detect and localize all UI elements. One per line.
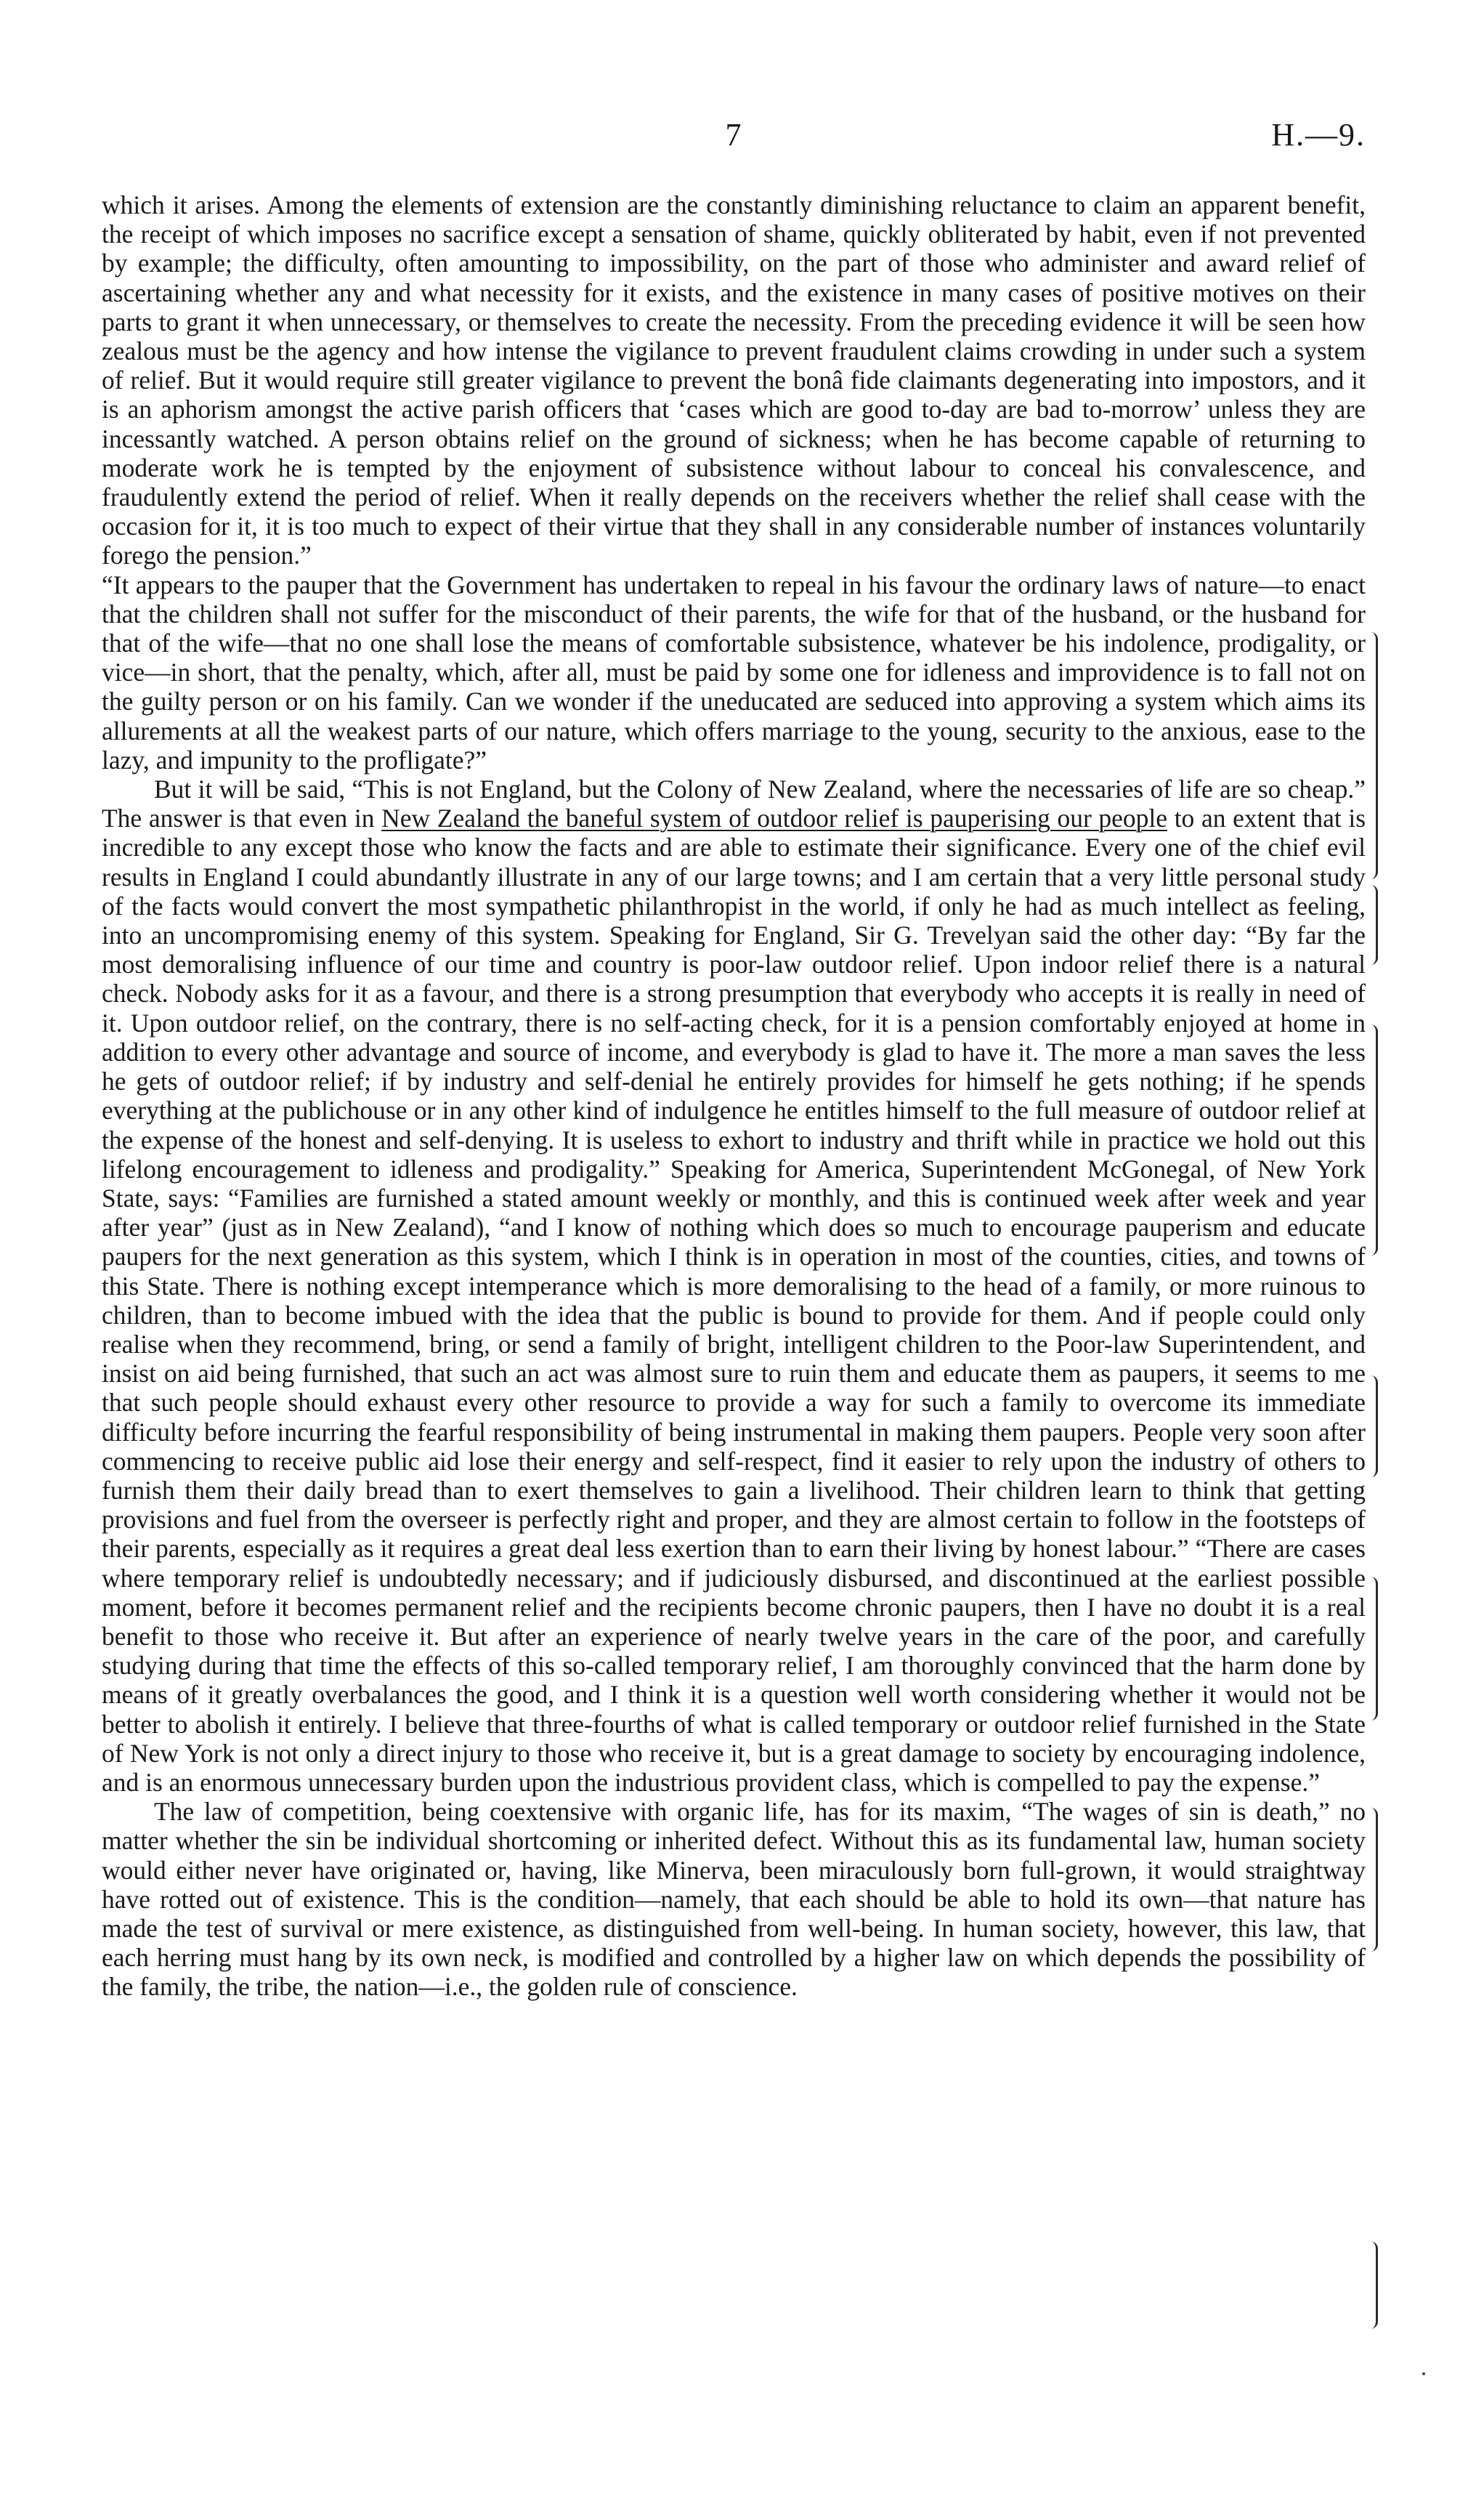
- margin-bracket-2: [1366, 885, 1378, 965]
- paragraph-3-rest: to an extent that is incredible to any except those who know the facts and are able to estimate their significance. Every one of the chief evil results in England I could abundantly illustrate in any of our large towns; and I am certain that a very little personal study of the facts would convert the most sympathetic philanthropist in the world, if only he had as much intellect as feeling, into an uncompromising enemy of this system. Speaking for England, Sir G. Trevelyan said the other day: “By far the most demoralising influence of our time and country is poor-law outdoor relief. Upon indoor relief there is a natural check. Nobody asks for it as a favour, and there is a strong presumption that everybody who accepts it is really in need of it. Upon outdoor relief, on the contrary, there is no self-acting check, for it is a pension comfortably enjoyed at home in addition to every other advantage and source of income, and everybody is glad to have it. The more a man saves the less he gets of outdoor relief; if by industry and self-denial he entirely provides for himself he gets nothing; if he spends everything at the publichouse or in any other kind of indulgence he entitles himself to the full measure of outdoor relief at the expense of the honest and self-denying. It is useless to exhort to industry and thrift while in practice we hold out this lifelong encouragement to idleness and prodigality.” Speaking for America, Superintendent McGonegal, of New York State, says: “Families are furnished a stated amount weekly or monthly, and this is continued week after week and year after year” (just as in New Zealand), “and I know of nothing which does so much to encourage pauperism and educate paupers for the next generation as this system, which I think is in operation in most of the counties, cities, and towns of this State. There is nothing except intemperance which is more demoralising to the head of a family, or more ruinous to children, than to become imbued with the idea that the public is bound to provide for them. And if people could only realise when they recommend, bring, or send a family of bright, intelligent children to the Poor-law Superintendent, and insist on aid being furnished, that such an act was almost sure to ruin them and educate them as paupers, it seems to me that such people should exhaust every other resource to provide a way for such a family to overcome its immediate difficulty before incurring the fearful responsibility of being instrumental in making them paupers. People very soon after commencing to receive public aid lose their energy and self-respect, find it easier to rely upon the industry of others to furnish them their daily bread than to exert themselves to gain a livelihood. Their children learn to think that getting provisions and fuel from the overseer is perfectly right and proper, and they are almost certain to follow in the footsteps of their parents, especially as it requires a great deal less exertion than to earn their living by honest labour.” “There are cases where temporary relief is undoubtedly necessary; and if judiciously disbursed, and discontinued at the earliest possible moment, before it becomes permanent relief and the recipients become chronic paupers, then I have no doubt it is a real benefit to those who receive it. But after an experience of nearly twelve years in the care of the poor, and carefully studying during that time the effects of this so-called temporary relief, I am thoroughly convinced that the harm done by means of it greatly overbalances the good, and I think it is a question well worth considering whether it would not be better to abolish it entirely. I believe that three-fourths of what is called temporary or outdoor relief furnished in the State of New York is not only a direct injury to those who receive it, but is a great damage to society by encouraging indolence, and is an enormous unnecessary burden upon the industrious provident class, which is compelled to pay the expense.”: [102, 804, 1366, 1797]
- margin-bracket-3: [1366, 1024, 1378, 1256]
- margin-bracket-1: [1366, 632, 1378, 879]
- paragraph-1: which it arises. Among the elements of extension are the constantly diminishing reluctance to claim an apparent benefit, the receipt of which imposes no sacrifice except a sensation of shame, quickly obliterated by habit, even if not prevented by example; the difficulty, often amounting to impossibility, on the part of those who administer and award relief of ascertaining whether any and what necessity for it exists, and the existence in many cases of positive motives on their parts to grant it when unnecessary, or themselves to create the necessity. From the preceding evidence it will be seen how zealous must be the agency and how intense the vigilance to prevent fraudulent claims crowding in under such a system of relief. But it would require still greater vigilance to prevent the bonâ fide claimants degenerating into impostors, and it is an aphorism amongst the active parish officers that ‘cases which are good to-day are bad to-morrow’ unless they are incessantly watched. A person obtains relief on the ground of sickness; when he has become capable of returning to moderate work he is tempted by the enjoyment of subsistence without labour to conceal his convalescence, and fraudulently extend the period of relief. When it really depends on the receivers whether the relief shall cease with the occasion for it, it is too much to expect of their virtue that they shall in any considerable number of instances voluntarily forego the pension.”: [102, 190, 1366, 570]
- page-header: [102, 116, 1366, 160]
- paragraph-3: [102, 775, 1366, 1797]
- paragraph-2: “It appears to the pauper that the Government has undertaken to repeal in his favour the ordinary laws of nature—to enact that the children shall not suffer for the misconduct of their parents, the wife for that of the husband, or the husband for that of the wife—that no one shall lose the means of comfortable subsistence, whatever be his indolence, prodigality, or vice—in short, that the penalty, which, after all, must be paid by some one for idleness and improvidence is to fall not on the guilty person or on his family. Can we wonder if the uneducated are seduced into approving a system which aims its allurements at all the weakest parts of our nature, which offers marriage to the young, security to the anxious, ease to the lazy, and impunity to the profligate?”: [102, 570, 1366, 775]
- page-number: 7: [725, 117, 742, 153]
- body-text: [102, 190, 1366, 2002]
- paragraph-4: The law of competition, being coextensive with organic life, has for its maxim, “The wages of sin is death,” no matter whether the sin be individual shortcoming or inherited defect. Without this as its fundamental law, human society would either never have originated or, having, like Minerva, been miraculously born full-grown, it would straightway have rotted out of existence. This is the condition—namely, that each should be able to hold its own—that nature has made the test of survival or mere existence, as distinguished from well-being. In human society, however, this law, that each herring must hang by its own neck, is modified and controlled by a higher law on which depends the possibility of the family, the tribe, the nation—i.e., the golden rule of conscience.: [102, 1797, 1366, 2002]
- document-reference: H.—9.: [1271, 117, 1366, 153]
- margin-bracket-7: [1366, 2242, 1378, 2329]
- margin-bracket-6: [1366, 1808, 1378, 1952]
- underlined-passage: New Zealand the baneful system of outdoor relief is pauperising our people: [381, 804, 1168, 833]
- margin-mark: [1422, 2372, 1425, 2375]
- paragraph-3-lead: But it will be said, “This is not England, but the Colony of New Zealand, where the necessaries of life are so cheap.” The answer is that even in: [102, 775, 1366, 833]
- margin-bracket-5: [1366, 1577, 1378, 1721]
- margin-bracket-4: [1366, 1375, 1378, 1477]
